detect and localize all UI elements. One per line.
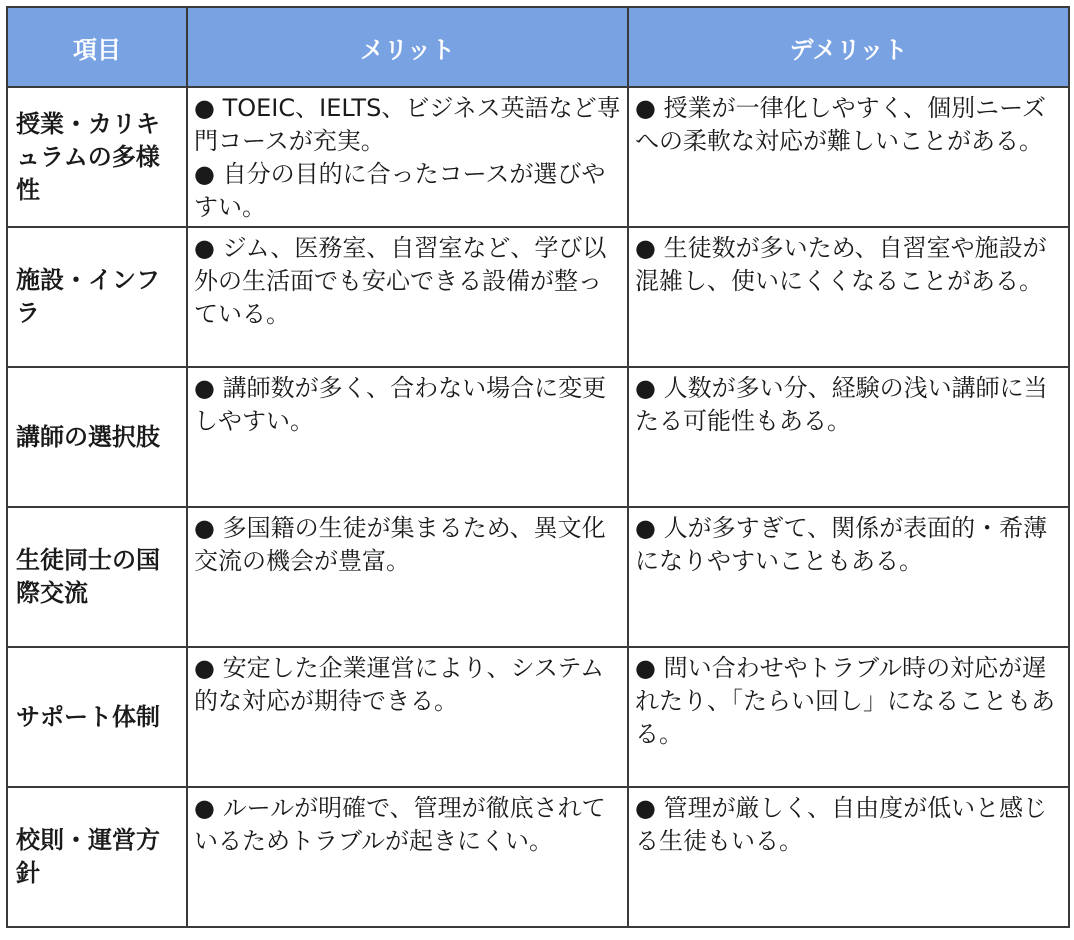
merit-point: ● 多国籍の生徒が集まるため、異文化交流の機会が豊富。 xyxy=(194,514,606,575)
row-item-label: 講師の選択肢 xyxy=(7,367,187,507)
table-row xyxy=(7,227,1069,367)
demerit-point: ● 管理が厳しく、自由度が低いと感じる生徒もいる。 xyxy=(635,794,1048,855)
demerit-point: ● 人が多すぎて、関係が表面的・希薄になりやすいこともある。 xyxy=(635,514,1048,575)
table-row xyxy=(7,87,1069,227)
merit-point: ● TOEIC、IELTS、ビジネス英語など専門コースが充実。 xyxy=(194,94,621,155)
row-demerit-cell xyxy=(628,647,1069,787)
row-merit-cell xyxy=(187,507,628,647)
table-header xyxy=(7,7,1069,87)
row-item-label: 施設・インフラ xyxy=(7,227,187,367)
header-merit: メリット xyxy=(187,7,628,87)
table-row xyxy=(7,787,1069,927)
table-row xyxy=(7,507,1069,647)
demerit-point: ● 授業が一律化しやすく、個別ニーズへの柔軟な対応が難しいことがある。 xyxy=(635,94,1046,155)
merit-point: ● 講師数が多く、合わない場合に変更しやすい。 xyxy=(194,374,607,435)
comparison-table xyxy=(6,6,1070,928)
row-merit-cell xyxy=(187,647,628,787)
demerit-point: ● 生徒数が多いため、自習室や施設が混雑し、使いにくくなることがある。 xyxy=(635,234,1047,295)
row-merit-cell xyxy=(187,787,628,927)
merit-point: ● 安定した企業運営により、システム的な対応が期待できる。 xyxy=(194,654,605,715)
merit-point: ● ルールが明確で、管理が徹底されているためトラブルが起きにくい。 xyxy=(194,794,606,855)
demerit-point: ● 人数が多い分、経験の浅い講師に当たる可能性もある。 xyxy=(635,374,1048,435)
row-merit-cell xyxy=(187,367,628,507)
demerit-point: ● 問い合わせやトラブル時の対応が遅れたり、「たらい回し」になることもある。 xyxy=(635,654,1055,748)
row-demerit-cell xyxy=(628,787,1069,927)
row-merit-cell xyxy=(187,227,628,367)
merit-point: ● 自分の目的に合ったコースが選びやすい。 xyxy=(194,160,606,221)
row-demerit-cell xyxy=(628,367,1069,507)
table-row xyxy=(7,647,1069,787)
row-item-label: 生徒同士の国際交流 xyxy=(7,507,187,647)
header-item: 項目 xyxy=(7,7,187,87)
header-demerit: デメリット xyxy=(628,7,1069,87)
row-item-label: サポート体制 xyxy=(7,647,187,787)
row-demerit-cell xyxy=(628,227,1069,367)
table-body xyxy=(7,87,1069,927)
table-row xyxy=(7,367,1069,507)
row-item-label: 校則・運営方針 xyxy=(7,787,187,927)
merit-point: ● ジム、医務室、自習室など、学び以外の生活面でも安心できる設備が整っている。 xyxy=(194,234,607,328)
header-row xyxy=(7,7,1069,87)
row-item-label: 授業・カリキュラムの多様性 xyxy=(7,87,187,227)
row-demerit-cell xyxy=(628,507,1069,647)
row-merit-cell xyxy=(187,87,628,227)
comparison-table-wrapper xyxy=(6,6,1068,928)
row-demerit-cell xyxy=(628,87,1069,227)
